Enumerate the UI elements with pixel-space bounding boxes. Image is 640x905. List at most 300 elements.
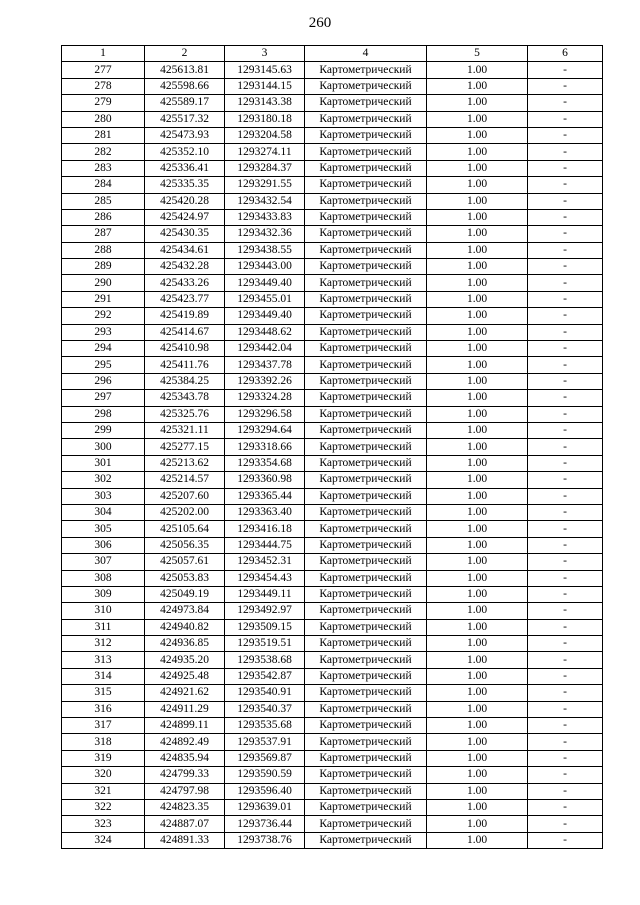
y-coordinate-cell: 1293736.44 [225,816,305,832]
table-row [62,308,603,324]
x-coordinate-cell: 424936.85 [145,636,225,652]
accuracy-cell: 1.00 [427,521,528,537]
y-coordinate-cell: 1293392.26 [225,373,305,389]
x-coordinate-cell: 425336.41 [145,160,225,176]
point-number-cell: 317 [62,718,145,734]
table-row [62,291,603,307]
y-coordinate-cell: 1293452.31 [225,554,305,570]
x-coordinate-cell: 425053.83 [145,570,225,586]
method-cell: Картометрический [305,341,427,357]
method-cell: Картометрический [305,193,427,209]
method-cell: Картометрический [305,521,427,537]
y-coordinate-cell: 1293416.18 [225,521,305,537]
point-number-cell: 311 [62,619,145,635]
method-cell: Картометрический [305,390,427,406]
x-coordinate-cell: 425411.76 [145,357,225,373]
point-number-cell: 287 [62,226,145,242]
y-coordinate-cell: 1293294.64 [225,422,305,438]
column-header: 5 [427,46,528,62]
accuracy-cell: 1.00 [427,570,528,586]
accuracy-cell: 1.00 [427,488,528,504]
table-row [62,783,603,799]
y-coordinate-cell: 1293444.75 [225,537,305,553]
method-cell: Картометрический [305,537,427,553]
x-coordinate-cell: 425277.15 [145,439,225,455]
method-cell: Картометрический [305,701,427,717]
y-coordinate-cell: 1293144.15 [225,78,305,94]
point-number-cell: 295 [62,357,145,373]
table-row [62,521,603,537]
y-coordinate-cell: 1293296.58 [225,406,305,422]
point-number-cell: 324 [62,832,145,848]
y-coordinate-cell: 1293437.78 [225,357,305,373]
note-cell: - [528,472,603,488]
point-number-cell: 291 [62,291,145,307]
method-cell: Картометрический [305,62,427,78]
method-cell: Картометрический [305,111,427,127]
x-coordinate-cell: 424887.07 [145,816,225,832]
method-cell: Картометрический [305,816,427,832]
point-number-cell: 305 [62,521,145,537]
accuracy-cell: 1.00 [427,144,528,160]
point-number-cell: 310 [62,603,145,619]
y-coordinate-cell: 1293596.40 [225,783,305,799]
y-coordinate-cell: 1293354.68 [225,455,305,471]
table-row [62,78,603,94]
x-coordinate-cell: 425325.76 [145,406,225,422]
method-cell: Картометрический [305,570,427,586]
note-cell: - [528,718,603,734]
x-coordinate-cell: 425343.78 [145,390,225,406]
y-coordinate-cell: 1293639.01 [225,799,305,815]
accuracy-cell: 1.00 [427,308,528,324]
point-number-cell: 292 [62,308,145,324]
table-row [62,767,603,783]
method-cell: Картометрический [305,422,427,438]
accuracy-cell: 1.00 [427,95,528,111]
method-cell: Картометрический [305,504,427,520]
method-cell: Картометрический [305,783,427,799]
point-number-cell: 278 [62,78,145,94]
note-cell: - [528,226,603,242]
method-cell: Картометрический [305,291,427,307]
note-cell: - [528,324,603,340]
column-header: 2 [145,46,225,62]
x-coordinate-cell: 425419.89 [145,308,225,324]
table-row [62,685,603,701]
accuracy-cell: 1.00 [427,111,528,127]
y-coordinate-cell: 1293363.40 [225,504,305,520]
method-cell: Картометрический [305,472,427,488]
accuracy-cell: 1.00 [427,193,528,209]
y-coordinate-cell: 1293274.11 [225,144,305,160]
x-coordinate-cell: 425598.66 [145,78,225,94]
x-coordinate-cell: 425420.28 [145,193,225,209]
table-row [62,275,603,291]
x-coordinate-cell: 425434.61 [145,242,225,258]
x-coordinate-cell: 425214.57 [145,472,225,488]
note-cell: - [528,799,603,815]
note-cell: - [528,242,603,258]
table-row [62,603,603,619]
accuracy-cell: 1.00 [427,422,528,438]
method-cell: Картометрический [305,357,427,373]
x-coordinate-cell: 424911.29 [145,701,225,717]
y-coordinate-cell: 1293284.37 [225,160,305,176]
x-coordinate-cell: 425589.17 [145,95,225,111]
accuracy-cell: 1.00 [427,718,528,734]
point-number-cell: 299 [62,422,145,438]
point-number-cell: 298 [62,406,145,422]
point-number-cell: 290 [62,275,145,291]
accuracy-cell: 1.00 [427,62,528,78]
method-cell: Картометрический [305,209,427,225]
x-coordinate-cell: 425213.62 [145,455,225,471]
x-coordinate-cell: 424925.48 [145,668,225,684]
method-cell: Картометрический [305,636,427,652]
table-row [62,734,603,750]
table-row [62,554,603,570]
note-cell: - [528,95,603,111]
accuracy-cell: 1.00 [427,127,528,143]
note-cell: - [528,78,603,94]
table-row [62,439,603,455]
accuracy-cell: 1.00 [427,177,528,193]
y-coordinate-cell: 1293542.87 [225,668,305,684]
table-row [62,816,603,832]
y-coordinate-cell: 1293324.28 [225,390,305,406]
point-number-cell: 289 [62,259,145,275]
accuracy-cell: 1.00 [427,636,528,652]
point-number-cell: 304 [62,504,145,520]
note-cell: - [528,111,603,127]
note-cell: - [528,62,603,78]
point-number-cell: 309 [62,586,145,602]
x-coordinate-cell: 424899.11 [145,718,225,734]
table-row [62,799,603,815]
x-coordinate-cell: 425517.32 [145,111,225,127]
note-cell: - [528,652,603,668]
y-coordinate-cell: 1293145.63 [225,62,305,78]
note-cell: - [528,668,603,684]
x-coordinate-cell: 425424.97 [145,209,225,225]
y-coordinate-cell: 1293432.36 [225,226,305,242]
accuracy-cell: 1.00 [427,537,528,553]
table-row [62,127,603,143]
y-coordinate-cell: 1293449.40 [225,308,305,324]
note-cell: - [528,193,603,209]
table-row [62,586,603,602]
note-cell: - [528,160,603,176]
accuracy-cell: 1.00 [427,816,528,832]
y-coordinate-cell: 1293365.44 [225,488,305,504]
table-header [62,46,603,62]
note-cell: - [528,308,603,324]
accuracy-cell: 1.00 [427,783,528,799]
x-coordinate-cell: 425335.35 [145,177,225,193]
method-cell: Картометрический [305,603,427,619]
note-cell: - [528,570,603,586]
table-row [62,242,603,258]
accuracy-cell: 1.00 [427,799,528,815]
point-number-cell: 297 [62,390,145,406]
accuracy-cell: 1.00 [427,652,528,668]
note-cell: - [528,341,603,357]
table-row [62,832,603,848]
x-coordinate-cell: 424940.82 [145,619,225,635]
point-number-cell: 303 [62,488,145,504]
accuracy-cell: 1.00 [427,504,528,520]
table-row [62,324,603,340]
note-cell: - [528,832,603,848]
table-row [62,455,603,471]
y-coordinate-cell: 1293360.98 [225,472,305,488]
column-header: 6 [528,46,603,62]
y-coordinate-cell: 1293492.97 [225,603,305,619]
point-number-cell: 302 [62,472,145,488]
point-number-cell: 313 [62,652,145,668]
y-coordinate-cell: 1293433.83 [225,209,305,225]
note-cell: - [528,603,603,619]
y-coordinate-cell: 1293449.40 [225,275,305,291]
table-row [62,62,603,78]
point-number-cell: 322 [62,799,145,815]
x-coordinate-cell: 425423.77 [145,291,225,307]
point-number-cell: 300 [62,439,145,455]
point-number-cell: 286 [62,209,145,225]
y-coordinate-cell: 1293540.91 [225,685,305,701]
accuracy-cell: 1.00 [427,586,528,602]
y-coordinate-cell: 1293738.76 [225,832,305,848]
x-coordinate-cell: 425207.60 [145,488,225,504]
note-cell: - [528,767,603,783]
method-cell: Картометрический [305,259,427,275]
x-coordinate-cell: 425473.93 [145,127,225,143]
point-number-cell: 277 [62,62,145,78]
table-row [62,537,603,553]
point-number-cell: 306 [62,537,145,553]
method-cell: Картометрический [305,242,427,258]
accuracy-cell: 1.00 [427,226,528,242]
note-cell: - [528,636,603,652]
note-cell: - [528,177,603,193]
y-coordinate-cell: 1293509.15 [225,619,305,635]
y-coordinate-cell: 1293540.37 [225,701,305,717]
point-number-cell: 296 [62,373,145,389]
table-row [62,570,603,586]
note-cell: - [528,455,603,471]
point-number-cell: 285 [62,193,145,209]
x-coordinate-cell: 424973.84 [145,603,225,619]
point-number-cell: 280 [62,111,145,127]
note-cell: - [528,291,603,307]
accuracy-cell: 1.00 [427,734,528,750]
table-row [62,619,603,635]
x-coordinate-cell: 425056.35 [145,537,225,553]
table-row [62,209,603,225]
note-cell: - [528,554,603,570]
column-header: 1 [62,46,145,62]
table-row [62,390,603,406]
point-number-cell: 279 [62,95,145,111]
y-coordinate-cell: 1293318.66 [225,439,305,455]
method-cell: Картометрический [305,78,427,94]
column-header: 3 [225,46,305,62]
method-cell: Картометрический [305,406,427,422]
method-cell: Картометрический [305,324,427,340]
header-row [62,46,603,62]
x-coordinate-cell: 424823.35 [145,799,225,815]
note-cell: - [528,439,603,455]
x-coordinate-cell: 424935.20 [145,652,225,668]
x-coordinate-cell: 425613.81 [145,62,225,78]
x-coordinate-cell: 425410.98 [145,341,225,357]
table-row [62,750,603,766]
x-coordinate-cell: 425384.25 [145,373,225,389]
method-cell: Картометрический [305,455,427,471]
method-cell: Картометрический [305,488,427,504]
table-body [62,62,603,849]
point-number-cell: 282 [62,144,145,160]
y-coordinate-cell: 1293538.68 [225,652,305,668]
method-cell: Картометрический [305,750,427,766]
table-row [62,472,603,488]
y-coordinate-cell: 1293432.54 [225,193,305,209]
y-coordinate-cell: 1293291.55 [225,177,305,193]
accuracy-cell: 1.00 [427,668,528,684]
y-coordinate-cell: 1293180.18 [225,111,305,127]
point-number-cell: 293 [62,324,145,340]
note-cell: - [528,586,603,602]
y-coordinate-cell: 1293590.59 [225,767,305,783]
method-cell: Картометрический [305,799,427,815]
method-cell: Картометрический [305,832,427,848]
table-row [62,259,603,275]
accuracy-cell: 1.00 [427,767,528,783]
accuracy-cell: 1.00 [427,357,528,373]
x-coordinate-cell: 424891.33 [145,832,225,848]
method-cell: Картометрический [305,144,427,160]
method-cell: Картометрический [305,226,427,242]
table-row [62,111,603,127]
accuracy-cell: 1.00 [427,259,528,275]
point-number-cell: 281 [62,127,145,143]
table-row [62,652,603,668]
table-row [62,144,603,160]
method-cell: Картометрический [305,439,427,455]
y-coordinate-cell: 1293438.55 [225,242,305,258]
x-coordinate-cell: 425202.00 [145,504,225,520]
method-cell: Картометрический [305,685,427,701]
accuracy-cell: 1.00 [427,390,528,406]
accuracy-cell: 1.00 [427,554,528,570]
note-cell: - [528,373,603,389]
method-cell: Картометрический [305,160,427,176]
point-number-cell: 312 [62,636,145,652]
table-row [62,373,603,389]
column-header: 4 [305,46,427,62]
x-coordinate-cell: 424799.33 [145,767,225,783]
table-row [62,177,603,193]
accuracy-cell: 1.00 [427,619,528,635]
x-coordinate-cell: 425321.11 [145,422,225,438]
y-coordinate-cell: 1293448.62 [225,324,305,340]
x-coordinate-cell: 425105.64 [145,521,225,537]
y-coordinate-cell: 1293569.87 [225,750,305,766]
table-row [62,422,603,438]
method-cell: Картометрический [305,554,427,570]
note-cell: - [528,209,603,225]
accuracy-cell: 1.00 [427,78,528,94]
accuracy-cell: 1.00 [427,373,528,389]
method-cell: Картометрический [305,127,427,143]
point-number-cell: 319 [62,750,145,766]
accuracy-cell: 1.00 [427,209,528,225]
method-cell: Картометрический [305,619,427,635]
accuracy-cell: 1.00 [427,291,528,307]
x-coordinate-cell: 424835.94 [145,750,225,766]
note-cell: - [528,275,603,291]
note-cell: - [528,619,603,635]
accuracy-cell: 1.00 [427,685,528,701]
method-cell: Картометрический [305,734,427,750]
x-coordinate-cell: 424892.49 [145,734,225,750]
method-cell: Картометрический [305,767,427,783]
x-coordinate-cell: 425414.67 [145,324,225,340]
note-cell: - [528,685,603,701]
accuracy-cell: 1.00 [427,472,528,488]
table-row [62,193,603,209]
accuracy-cell: 1.00 [427,275,528,291]
y-coordinate-cell: 1293449.11 [225,586,305,602]
method-cell: Картометрический [305,668,427,684]
table-row [62,668,603,684]
note-cell: - [528,701,603,717]
method-cell: Картометрический [305,586,427,602]
table-row [62,636,603,652]
x-coordinate-cell: 425433.26 [145,275,225,291]
accuracy-cell: 1.00 [427,455,528,471]
y-coordinate-cell: 1293535.68 [225,718,305,734]
x-coordinate-cell: 425352.10 [145,144,225,160]
table-row [62,160,603,176]
method-cell: Картометрический [305,373,427,389]
note-cell: - [528,259,603,275]
y-coordinate-cell: 1293143.38 [225,95,305,111]
table-row [62,504,603,520]
note-cell: - [528,504,603,520]
x-coordinate-cell: 424921.62 [145,685,225,701]
method-cell: Картометрический [305,652,427,668]
method-cell: Картометрический [305,177,427,193]
point-number-cell: 294 [62,341,145,357]
method-cell: Картометрический [305,95,427,111]
point-number-cell: 321 [62,783,145,799]
method-cell: Картометрический [305,275,427,291]
y-coordinate-cell: 1293519.51 [225,636,305,652]
y-coordinate-cell: 1293442.04 [225,341,305,357]
note-cell: - [528,750,603,766]
coordinates-table [61,45,603,849]
table-row [62,357,603,373]
accuracy-cell: 1.00 [427,160,528,176]
note-cell: - [528,406,603,422]
note-cell: - [528,127,603,143]
point-number-cell: 316 [62,701,145,717]
note-cell: - [528,390,603,406]
accuracy-cell: 1.00 [427,603,528,619]
table-row [62,701,603,717]
